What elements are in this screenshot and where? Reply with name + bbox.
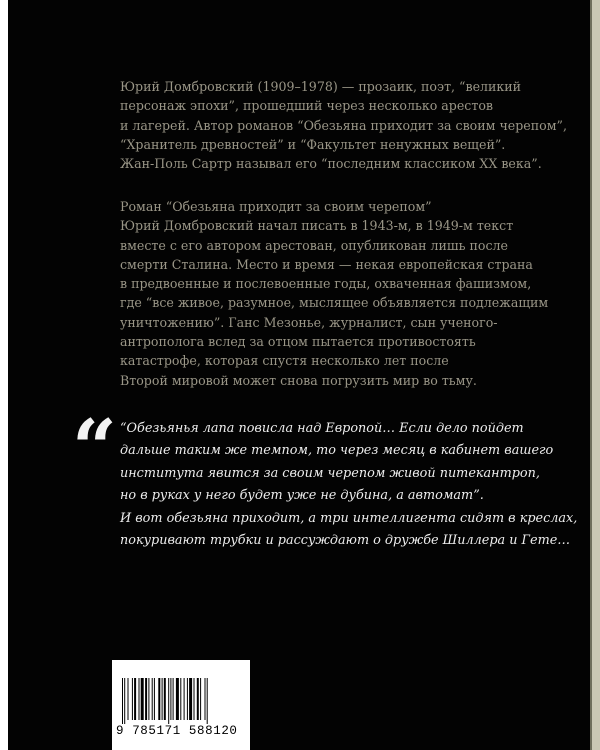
barcode-bar [134, 678, 136, 720]
bio-line: и лагерей. Автор романов “Обезьяна приходит за своим черепом”, [120, 117, 567, 133]
barcode-bar [168, 678, 169, 724]
bio-line: Жан-Поль Сартр называл его “последним классиком XX века”. [120, 156, 542, 172]
description-line: катастрофе, которая спустя несколько лет после [120, 353, 449, 369]
barcode-bar [200, 678, 201, 720]
barcode-bar [189, 678, 192, 720]
quote-line: дальше таким же темпом, то через месяц в кабинет вашего [120, 443, 554, 459]
description-line: антрополога вслед за отцом пытается противостоять [120, 334, 476, 350]
barcode-bar [124, 678, 125, 724]
barcode-bar [158, 678, 160, 720]
quote-line: института явится за своим черепом живой питекантроп, [120, 465, 540, 481]
barcode-bar [139, 678, 140, 720]
barcode-bars [122, 678, 240, 724]
barcode-bar [145, 678, 147, 720]
barcode-bar [180, 678, 181, 720]
description-line: Второй мировой может снова погрузить мир во тьму. [120, 372, 477, 388]
barcode-bar [132, 678, 133, 720]
barcode-bar [152, 678, 153, 720]
barcode-bar [173, 678, 174, 720]
barcode-bar [184, 678, 185, 720]
bio-line: “Хранитель древностей” и “Факультет ненужных вещей”. [120, 136, 506, 152]
spine-edge [590, 0, 600, 750]
barcode-bar [154, 678, 155, 720]
barcode-bar [187, 678, 188, 720]
quotation-mark-icon: “ [72, 403, 117, 494]
barcode-bar [176, 678, 179, 720]
quote-line: И вот обезьяна приходит, а три интеллигента сидят в креслах, [120, 510, 578, 526]
barcode-bar [170, 678, 171, 720]
bio-line: Юрий Домбровский (1909–1978) — прозаик, поэт, “великий [120, 79, 522, 94]
description-line: где “все живое, разумное, мыслящее объявляется подлежащим [120, 295, 549, 311]
novel-description [120, 197, 570, 390]
description-line: Юрий Домбровский начал писать в 1943-м, в 1949-м текст [120, 218, 514, 234]
quote-line: но в руках у него будет уже не дубина, а автомат”. [120, 488, 484, 504]
barcode-bar [128, 678, 129, 720]
description-line: вместе с его автором арестован, опубликован лишь после [120, 237, 508, 253]
description-line: смерти Сталина. Место и время — некая европейская страна [120, 256, 533, 272]
pull-quote [120, 418, 590, 552]
author-bio [120, 77, 570, 173]
quote-line: покуривают трубки и рассуждают о дружбе Шиллера и Гете… [120, 533, 571, 549]
barcode-bar [148, 678, 149, 720]
barcode-bar [194, 678, 195, 720]
quote-line: “Обезьянья лапа повисла над Европой… Если дело пойдет [120, 421, 524, 436]
isbn-barcode [112, 660, 250, 750]
barcode-bar [205, 678, 206, 720]
isbn-number: 9 785171 588120 [116, 724, 238, 738]
description-line: Роман “Обезьяна приходит за своим черепом” [120, 199, 432, 214]
bio-line: персонаж эпохи”, прошедший через несколько арестов [120, 98, 494, 114]
barcode-bar [197, 678, 199, 720]
description-line: в предвоенные и послевоенные годы, охваченная фашизмом, [120, 276, 532, 292]
description-line: уничтожению”. Ганс Мезонье, журналист, сын ученого- [120, 314, 498, 330]
barcode-bar [141, 678, 144, 720]
barcode-bar [162, 678, 163, 720]
barcode-bar [164, 678, 166, 720]
barcode-bar [207, 678, 208, 724]
barcode-bar [122, 678, 123, 724]
